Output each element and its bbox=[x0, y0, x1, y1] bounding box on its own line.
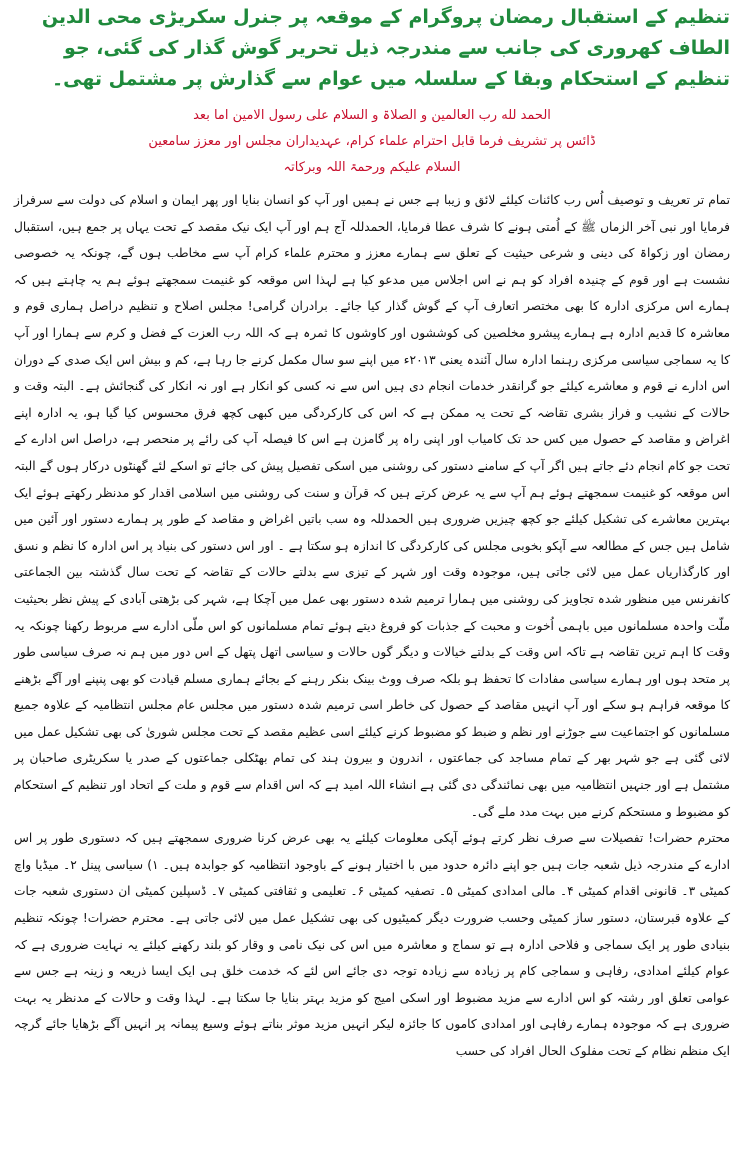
opening-salutation: السلام علیکم ورحمۃ اللہ وبرکاتہ bbox=[283, 160, 461, 175]
body-paragraph: تمام تر تعریف و توصیف اُس رب کائنات کیلئے لائق و زیبا ہے جس نے ہمیں اور آپ کو انسان بنایا اور پھر ایمان و اسلام کی دولت سے سرفراز فرمایا اور نبی آخر الزماں ﷺ کے اُمتی ہونے کا شرف عطا فرمایا، الحمدللہ آج ہم اور آپ ایک نیک مقصد کے تحت یہاں پر جمع ہیں، استقبال رمضان اور زکواۃ کی دینی و شرعی حیثیت کے تعلق سے ہمارے معزز و محترم علماء کرام آپ سے مخاطب ہوں گے، چونکہ یہ خصوصی نشست ہے اور قوم کے چنیدہ افراد کو ہم نے اس اجلاس میں مدعو کیا ہے لہذا اس موقعہ کو غنیمت سمجھتے ہوئے ہم یہ چاہتے ہیں کہ ہمارے اس مرکزی ادارہ کا بھی مختصر اتعارف آپ کے گوش گذار کیا جائے۔ برادران گرامی! مجلس اصلاح و تنظیم دراصل ہماری قوم و معاشرہ کا قدیم ادارہ ہے ہمارے پیشرو مخلصین کی کوششوں اور کاوشوں کا ثمرہ ہے کہ اللہ رب العزت کے فضل و کرم سے ہمارا اور آپ کا یہ سماجی سیاسی مرکزی رہنما ادارہ سال آئندہ یعنی ۲۰۱۳ء میں اپنے سو سال مکمل کرنے جا رہا ہے، کم و بیش اس ایک صدی کے دوران اس ادارے نے قوم و معاشرے کیلئے جو گرانقدر خدمات انجام دی ہیں اس سے نہ کسی کو انکار ہے اور نہ انکار کی گنجائش ہے۔ البتہ وقت و حالات کے نشیب و فراز بشری تقاضہ کے تحت یہ ممکن ہے کہ اس کی کارکردگی میں کبھی کچھ فرق محسوس کیا گیا ہو، یہ ادارہ اپنے اغراض و مقاصد کے حصول میں کس حد تک کامیاب اور اپنی راہ پر گامزن ہے اس کا فیصلہ آپ کی رائے پر منحصر ہے، دراصل اس ادارے کے تحت جو کام انجام دئے جاتے ہیں اگر آپ کے سامنے دستور کی روشنی میں اسکی تفصیل پیش کی جائے تو اسکے لئے گھنٹوں درکار ہوں گے البتہ اس موقعہ کو غنیمت سمجھتے ہوئے ہم آپ سے یہ عرض کرتے ہیں کہ قرآن و سنت کی روشنی میں اسلامی اقدار کو مدنظر رکھتے ہوئے ایک بہترین معاشرے کی تشکیل کیلئے جو کچھ چیزیں ضروری ہیں الحمدللہ وہ سب باتیں اغراض و مقاصد کے طور پر ہمارے دستور اور آئین میں شامل ہیں جس کے مطالعہ سے آپکو بخوبی مجلس کی کارکردگی کا اندازہ ہو سکتا ہے ۔ اور اس دستور کی بنیاد پر اس ادارہ کا نظم و نسق اور کارگذاریاں عمل میں لائی جاتی ہیں، موجودہ وقت اور شہر کے تیزی سے بدلتے حالات کے تقاضہ کے تحت سال گذشتہ بین الجماعتی کانفرنس میں منظور شدہ تجاویز کی روشنی میں ہمارا ترمیم شدہ دستور بھی عمل میں آچکا ہے، شہر کی بڑھتی آبادی کے پیش نظر بحیثیت ملّت واحدہ مسلمانوں میں باہمی اُخوت و محبت کے جذبات کو فروغ دیتے ہوئے تمام مسلمانوں کو اس ملّی ادارے سے مربوط رکھنا چونکہ یہ وقت کا اہم ترین تقاضہ ہے تاکہ اس وقت کے بدلتے خیالات و دیگر گوں حالات و سیاسی اتھل پتھل کے اس دور میں ہم نہ صرف سیاسی طور پر متحد ہوں اور ہمارے سیاسی مفادات کا تحفظ ہو بلکہ صرف ووٹ بینک بنکر رہنے کے بجائے ہماری مسلم قیادت کو بھی پنپنے اور آگے بڑھنے کا موقعہ فراہم ہو سکے اور آپ انہیں مقاصد کے حصول کی خاطر اسی ترمیم شدہ دستور میں مجلس عام مجلس انتظامیہ کے علاوہ جمیع مسلمانوں کو اجتماعیت سے جوڑنے اور نظم و ضبط کو مضبوط کرنے کیلئے اسی عظیم مقصد کے تحت مجلس شوریٰ کی بھی تشکیل عمل میں لائی گئی ہے جو شہر بھر کے تمام مساجد کی جماعتوں ، اندرون و بیرون ہند کی تمام بھٹکلی جماعتوں کے صدر یا سکریٹری صاحبان پر مشتمل ہے اور جنہیں انتظامیہ میں بھی نمائندگی دی گئی ہے انشاء اللہ امید ہے کہ اس اقدام سے قوم و ملت کے اتحاد اور تنظیم کے استحکام کو مضبوط و مستحکم کرنے میں بہت مدد ملے گی۔ bbox=[14, 193, 731, 819]
opening-block bbox=[14, 103, 730, 181]
opening-praise: الحمد لله رب العالمین و الصلاۃ و السلام علی رسول الامین اما بعد bbox=[193, 108, 551, 123]
opening-address: ڈائس پر تشریف فرما قابل احترام علماء کرام، عہدیداران مجلس اور معزز سامعین bbox=[148, 134, 596, 149]
body-paragraph: محترم حضرات! تفصیلات سے صرف نظر کرتے ہوئے آپکی معلومات کیلئے یہ بھی عرض کرنا ضروری سمجھتے ہیں کہ دستوری طور پر اس ادارے کے مندرجہ ذیل شعبہ جات ہیں جو اپنے دائرہ حدود میں با اختیار ہونے کے باوجود انتظامیہ کو جوابدہ ہیں۔ ۱) سیاسی پینل ۲۔ میڈیا واچ کمیٹی ۳۔ قانونی اقدام کمیٹی ۴۔ مالی امدادی کمیٹی ۵۔ تصفیہ کمیٹی ۶۔ تعلیمی و ثقافتی کمیٹی ۷۔ ڈسپلین کمیٹی ان دستوری شعبہ جات کے علاوہ قبرستان، دستور ساز کمیٹی وحسب ضرورت دیگر کمیٹیوں کی بھی تشکیل عمل میں لائی جاتی ہے۔ محترم حضرات! چونکہ تنظیم بنیادی طور پر ایک سماجی و فلاحی ادارہ ہے تو سماج و معاشرہ میں اس کی نیک نامی و وقار کو بلند رکھنے کیلئے یہ نہایت ضروری ہے کہ عوام کیلئے امدادی، رفاہی و سماجی کام پر زیادہ سے زیادہ توجہ دی جائے اس لئے کہ خدمت خلق ہی ایک ایسا ذریعہ و زینہ ہے جس سے عوامی تعلق اور رشتہ کو اس ادارے سے مزید مضبوط اور اسکی امیج کو مزید بہتر بنایا جا سکتا ہے۔ لہذا وقت و حالات کے مدنظر یہ بہت ضروری ہے کہ موجودہ ہمارے رفاہی اور امدادی کاموں کا جائزہ لیکر انہیں مزید موثر بناتے ہوئے وسیع پیمانہ پر انہیں آگے بڑھایا جائے گرچہ ایک منظم نظام کے تحت مفلوک الحال افراد کی حسب bbox=[14, 831, 730, 1058]
headline: تنظیم کے استقبال رمضان پروگرام کے موقعہ پر جنرل سکریڑی محی الدین الطاف کھروری کی جانب سے مندرجہ ذیل تحریر گوش گذار کی گئی، جو تنظیم کے استحکام وبقا کے سلسلہ میں عوام سے گذارش پر مشتمل تھی۔ bbox=[41, 6, 730, 90]
speech-body bbox=[14, 187, 730, 1065]
